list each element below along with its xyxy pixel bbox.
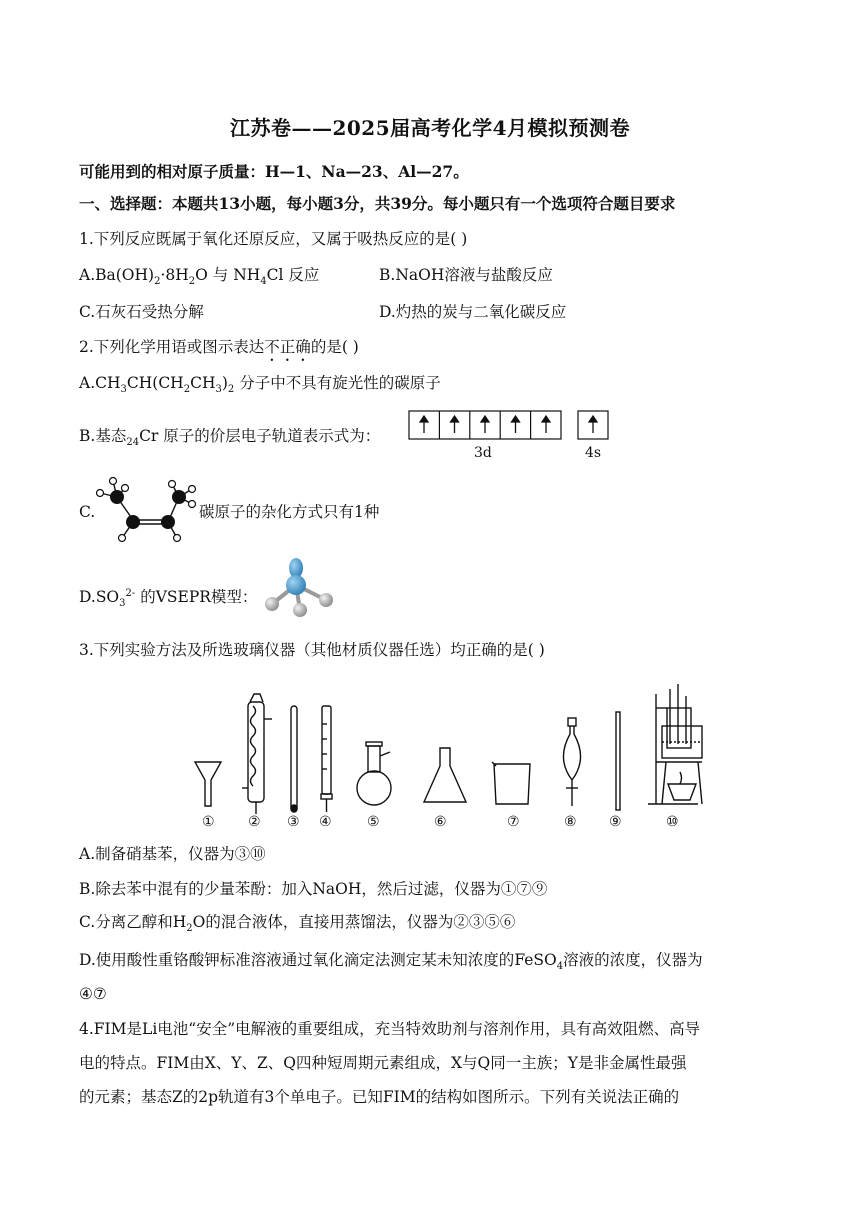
q3-option-d-post: 溶液的浓度，仪器为 (563, 951, 703, 969)
glassware-label-10: ⑩ (666, 814, 679, 830)
q4-line-3: 的元素；基态Z的2p轨道有3个单电子。已知FIM的结构如图所示。下列有关说法正确的 (79, 1088, 680, 1106)
glassware-label-4: ④ (319, 814, 332, 830)
orbital-label-4s: 4s (585, 445, 602, 461)
glassware-label-7: ⑦ (507, 814, 520, 830)
q2-option-d-prefix: D. (79, 588, 96, 607)
q3-option-c-formula: $H_2O$ (172, 913, 206, 935)
section-heading: 一、选择题：本题共13小题，每小题3分，共39分。每小题只有一个选项符合题目要求 (79, 194, 676, 213)
orbital-label-3d: 3d (474, 445, 492, 461)
q2-option-c-prefix: C. (79, 503, 96, 521)
q1-option-a-tail: 反应 (288, 266, 320, 284)
q2-option-a-prefix: A. (79, 374, 96, 392)
atomic-masses: 可能用到的相对原子质量：H—1、Na—23、Al—27。 (79, 162, 469, 181)
q2-option-d-tail: 的VSEPR模型： (140, 588, 258, 607)
glassware-label-9: ⑨ (609, 814, 622, 830)
q2-stem-emphasis: 不正确 (264, 338, 311, 356)
q2-option-a (79, 372, 441, 401)
q2-option-a-tail: 分子中不具有旋光性的碳原子 (239, 374, 441, 392)
q3-option-d (79, 949, 703, 978)
q3-option-c-post: 的混合液体，直接用蒸馏法，仪器为②③⑤⑥ (205, 913, 516, 931)
q3-option-d-line2: ④⑦ (79, 985, 107, 1003)
q2-option-c-tail: 碳原子的杂化方式只有1种 (199, 503, 380, 521)
glassware-label-1: ① (202, 814, 215, 830)
q3-stem: 3.下列实验方法及所选玻璃仪器（其他材质仪器任选）均正确的是( ) (79, 641, 545, 659)
q4-line-2: 电的特点。FIM由X、Y、Z、Q四种短周期元素组成，X与Q同一主族；Y是非金属性最强 (79, 1054, 687, 1072)
q2-option-d (79, 583, 257, 615)
q1-option-a (79, 264, 319, 293)
q2-stem (79, 336, 359, 365)
q2-option-b-prefix: B.基态 (79, 427, 127, 445)
vsepr-model (260, 556, 350, 618)
glassware-label-5: ⑤ (367, 814, 380, 830)
glassware-figure (150, 684, 710, 832)
q4-line-1: 4.FIM是Li电池“安全”电解液的重要组成，充当特效助剂与溶剂作用，具有高效阻燃、高导 (79, 1020, 701, 1038)
q2-option-b-tail: 原子的价层电子轨道表示式为： (163, 427, 381, 445)
orbital-diagram (409, 410, 614, 462)
q3-option-d-formula: FeSO$_4$ (514, 951, 564, 973)
q2-stem-post: 的是( ) (310, 338, 359, 356)
q3-option-b: B.除去苯中混有的少量苯酚：加入NaOH，然后过滤，仪器为①⑦⑨ (79, 880, 548, 898)
q1-option-b: B.NaOH溶液与盐酸反应 (379, 266, 553, 284)
q1-option-a-formula: $Ba(OH)_2\cdot 8H_2O$ 与 $NH_4Cl$ (95, 266, 289, 288)
glassware-label-8: ⑧ (564, 814, 577, 830)
page-title: 江苏卷——2025届高考化学4月模拟预测卷 (229, 116, 631, 140)
q2-stem-pre: 2.下列化学用语或图示表达 (79, 338, 265, 356)
glassware-label-6: ⑥ (434, 814, 447, 830)
q3-option-c-pre: C.分离乙醇和 (79, 913, 173, 931)
ball-stick-molecule (92, 476, 202, 544)
q3-option-c (79, 911, 515, 940)
q3-option-a: A.制备硝基苯，仪器为③⑩ (79, 845, 266, 863)
q2-option-d-formula: $SO_3^{2-}$ (95, 588, 136, 610)
q1-option-c: C.石灰石受热分解 (79, 303, 204, 321)
glassware-label-3: ③ (287, 814, 300, 830)
q1-stem: 1.下列反应既属于氧化还原反应，又属于吸热反应的是( ) (79, 230, 468, 248)
q1-option-a-prefix: A. (79, 266, 96, 284)
glassware-label-2: ② (248, 814, 261, 830)
q2-option-a-formula: $CH_3CH(CH_2CH_3)_2$ (95, 374, 235, 396)
q1-option-d: D.灼热的炭与二氧化碳反应 (379, 303, 567, 321)
q2-option-b: B.基态$_{24}$Cr 原子的价层电子轨道表示式为： (79, 427, 381, 449)
q3-option-d-pre: D.使用酸性重铬酸钾标准溶液通过氧化滴定法测定某未知浓度的 (79, 951, 515, 969)
